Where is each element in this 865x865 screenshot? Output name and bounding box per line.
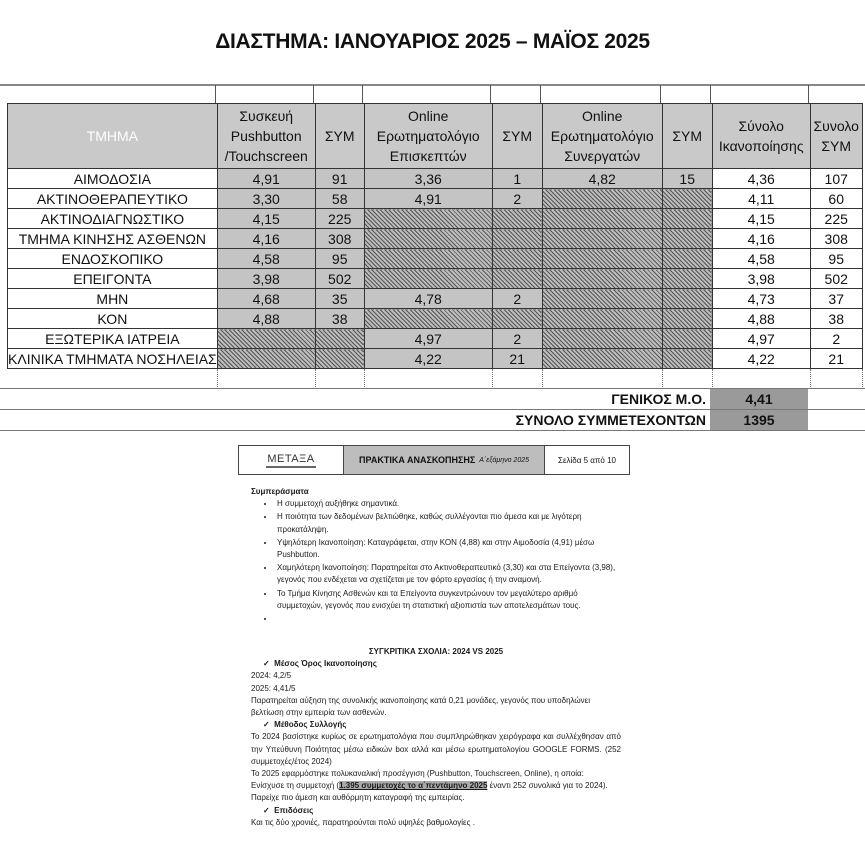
table-row — [8, 289, 863, 309]
visitors-sym — [492, 209, 542, 229]
table-row — [8, 209, 863, 229]
conclusion-bullet: • Η συμμετοχή αυξήθηκε σημαντικά. — [275, 498, 621, 510]
partners-sym — [662, 289, 712, 309]
partners-sym — [662, 209, 712, 229]
pushbutton-score — [217, 329, 315, 349]
mean-2025: 2025: 4,41/5 — [251, 683, 296, 693]
pushbutton-sym: 35 — [315, 289, 364, 309]
department-cell: ΤΜΗΜΑ ΚΙΝΗΣΗΣ ΑΣΘΕΝΩΝ — [8, 229, 218, 249]
column-guide — [215, 85, 216, 103]
pushbutton-score: 4,88 — [217, 309, 315, 329]
column-guide — [710, 85, 711, 103]
header-sym-pushbutton: ΣΥΜ — [315, 104, 364, 169]
pushbutton-sym — [315, 329, 364, 349]
partners-sym — [662, 229, 712, 249]
visitors-sym: 2 — [492, 189, 542, 209]
total-sym: 502 — [810, 269, 862, 289]
table-row — [8, 329, 863, 349]
document-title — [344, 446, 545, 474]
report-title: ΔΙΑΣΤΗΜΑ: ΙΑΝΟΥΑΡΙΟΣ 2025 – ΜΑΪΟΣ 2025 — [215, 30, 650, 53]
partners-score — [542, 249, 662, 269]
method-2025: Το 2025 εφαρμόστηκε πολυκαναλική προσέγγιση (Pushbutton, Touchscreen, Online), η οποία: — [251, 769, 584, 779]
conclusion-bullet: • Χαμηλότερη Ικανοποίηση: Παρατηρείται στο Ακτινοθεραπευτικό (3,30) και στα Επείγοντα (3,98), γεγονός που ενδέχεται να σχετίζεται με τον φόρτο εργασίας ή την αναμονή. — [275, 562, 621, 586]
partners-score — [542, 269, 662, 289]
total-participants-row — [0, 410, 865, 430]
reinforced-post: έναντι 252 συνολικά για το 2024). — [487, 781, 608, 791]
visitors-score — [364, 229, 492, 249]
partners-sym — [662, 269, 712, 289]
department-cell: ΕΞΩΤΕΡΙΚΑ ΙΑΤΡΕΙΑ — [8, 329, 218, 349]
company-logo — [239, 446, 344, 474]
mean-2024: 2024: 4,2/5 — [251, 671, 292, 681]
conclusions-list — [251, 498, 621, 625]
method-heading — [251, 719, 621, 731]
divider-line — [0, 84, 865, 86]
partners-score — [542, 209, 662, 229]
visitors-score — [364, 249, 492, 269]
partners-score — [542, 309, 662, 329]
partners-score — [542, 289, 662, 309]
general-mean-row — [0, 389, 865, 409]
partners-score — [542, 189, 662, 209]
partners-score: 4,82 — [542, 169, 662, 189]
header-sym-visitors: ΣΥΜ — [492, 104, 542, 169]
table-row — [8, 229, 863, 249]
pushbutton-score: 3,98 — [217, 269, 315, 289]
pushbutton-score — [217, 349, 315, 369]
conclusion-bullet: • Υψηλότερη Ικανοποίηση: Καταγράφεται, στην ΚΟΝ (4,88) και στην Αιμοδοσία (4,91) μέσω Pushbutton. — [275, 537, 621, 561]
total-sym: 38 — [810, 309, 862, 329]
performance-heading — [251, 805, 621, 817]
table-row — [8, 269, 863, 289]
total-sym: 308 — [810, 229, 862, 249]
reinforced-participation — [251, 780, 621, 792]
header-total-satisfaction: Σύνολο Ικανοποίησης — [712, 104, 810, 169]
empty-cell — [542, 369, 662, 390]
total-satisfaction: 4,73 — [712, 289, 810, 309]
partners-sym — [662, 309, 712, 329]
header-dept: ΤΜΗΜΑ — [8, 104, 218, 169]
total-sym: 225 — [810, 209, 862, 229]
department-cell: ΚΟΝ — [8, 309, 218, 329]
document-subtitle: Α΄εξάμηνο 2025 — [479, 456, 530, 464]
visitors-sym — [492, 269, 542, 289]
empty-cell — [492, 369, 542, 390]
visitors-sym: 1 — [492, 169, 542, 189]
empty-cell — [662, 369, 712, 390]
column-guide — [490, 85, 491, 103]
partners-sym — [662, 189, 712, 209]
total-sym: 37 — [810, 289, 862, 309]
logo-subtitle-bar — [266, 466, 316, 468]
document-title-text: ΠΡΑΚΤΙΚΑ ΑΝΑΣΚΟΠΗΣΗΣ — [358, 455, 476, 465]
empty-cell — [364, 369, 492, 390]
visitors-sym: 2 — [492, 289, 542, 309]
pushbutton-score: 4,68 — [217, 289, 315, 309]
table-row — [8, 249, 863, 269]
total-sym: 95 — [810, 249, 862, 269]
partners-score — [542, 229, 662, 249]
table-row — [8, 169, 863, 189]
visitors-sym: 21 — [492, 349, 542, 369]
department-cell: ΑΚΤΙΝΟΔΙΑΓΝΩΣΤΙΚΟ — [8, 209, 218, 229]
conclusion-bullet: • Το Τμήμα Κίνησης Ασθενών και τα Επείγοντα συγκεντρώνουν τον μεγαλύτερο αριθμό συμμετοχών, γεγονός που ενισχύει τη στατιστική αξιοπιστία των αποτελεσμάτων τους. — [275, 588, 621, 612]
pushbutton-score: 4,16 — [217, 229, 315, 249]
mean-text: Παρατηρείται αύξηση της συνολικής ικανοποίησης κατά 0,21 μονάδες, γεγονός που υποδηλώνει βελτίωση στην εμπειρία των ασθενών. — [251, 695, 590, 718]
partners-score — [542, 349, 662, 369]
reinforced-pre: Ενίσχυσε τη συμμετοχή ( — [251, 781, 340, 791]
department-cell: ΑΚΤΙΝΟΘΕΡΑΠΕΥΤΙΚΟ — [8, 189, 218, 209]
pushbutton-score: 3,30 — [217, 189, 315, 209]
total-sym: 60 — [810, 189, 862, 209]
check-icon: ✓ — [263, 805, 270, 815]
page-number: Σελίδα 5 από 10 — [558, 455, 616, 465]
method-2024: Το 2024 βασίστηκε κυρίως σε ερωτηματολόγια που συμπληρώθηκαν χειρόγραφα και συλλέχθησαν από την Υπεύθυνη Ποιότητας μέσω ειδικών box αλλά και μέσω ερωτηματολογίου GOOGLE FORMS. (252 συμμετοχές/έτος 2024) — [251, 732, 621, 766]
pushbutton-sym — [315, 349, 364, 369]
visitors-sym — [492, 309, 542, 329]
document-header — [238, 445, 630, 475]
provided-text: Παρείχε πιο άμεση και αυθόρμητη καταγραφή της εμπειρίας. — [251, 793, 465, 803]
divider-line — [0, 430, 865, 431]
empty-cell — [810, 369, 862, 390]
total-sym: 21 — [810, 349, 862, 369]
visitors-score — [364, 309, 492, 329]
partners-score — [542, 329, 662, 349]
total-satisfaction: 4,22 — [712, 349, 810, 369]
visitors-score: 3,36 — [364, 169, 492, 189]
total-satisfaction: 4,11 — [712, 189, 810, 209]
visitors-score — [364, 269, 492, 289]
conclusion-bullet: • Η ποιότητα των δεδομένων βελτιώθηκε, καθώς συλλέγονται πιο άμεσα και με λιγότερη προκατάληψη. — [275, 511, 621, 535]
total-satisfaction: 4,16 — [712, 229, 810, 249]
check-icon: ✓ — [263, 720, 270, 730]
mean-heading-text: Μέσος Όρος Ικανοποίησης — [274, 659, 377, 669]
pushbutton-score: 4,15 — [217, 209, 315, 229]
table-row — [8, 309, 863, 329]
department-cell: ΕΝΔΟΣΚΟΠΙΚΟ — [8, 249, 218, 269]
conclusions-section — [251, 486, 621, 626]
conclusions-heading: Συμπεράσματα — [251, 487, 309, 496]
column-guide — [313, 85, 314, 103]
partners-sym: 15 — [662, 169, 712, 189]
department-cell: ΜΗΝ — [8, 289, 218, 309]
partners-sym — [662, 249, 712, 269]
visitors-score: 4,97 — [364, 329, 492, 349]
pushbutton-sym: 308 — [315, 229, 364, 249]
visitors-score — [364, 209, 492, 229]
total-satisfaction: 3,98 — [712, 269, 810, 289]
pushbutton-sym: 95 — [315, 249, 364, 269]
pushbutton-score: 4,91 — [217, 169, 315, 189]
method-heading-text: Μέθοδος Συλλογής — [274, 720, 347, 730]
department-cell: ΑΙΜΟΔΟΣΙΑ — [8, 169, 218, 189]
visitors-sym: 2 — [492, 329, 542, 349]
conclusion-bullet — [275, 613, 621, 625]
empty-cell — [8, 369, 218, 390]
column-guide — [808, 85, 809, 103]
total-sym: 2 — [810, 329, 862, 349]
check-icon: ✓ — [263, 659, 270, 669]
logo-text: METAΞA — [267, 452, 315, 465]
general-mean-label: ΓΕΝΙΚΟΣ Μ.Ο. — [611, 391, 706, 407]
pushbutton-sym: 502 — [315, 269, 364, 289]
total-satisfaction: 4,15 — [712, 209, 810, 229]
department-cell: ΕΠΕΙΓΟΝΤΑ — [8, 269, 218, 289]
header-online-partners: Online Ερωτηματολόγιο Συνεργατών — [542, 104, 662, 169]
visitors-sym — [492, 229, 542, 249]
visitors-score: 4,22 — [364, 349, 492, 369]
comparison-section — [251, 646, 621, 829]
pushbutton-sym: 225 — [315, 209, 364, 229]
pushbutton-sym: 38 — [315, 309, 364, 329]
empty-cell — [315, 369, 364, 390]
total-satisfaction: 4,97 — [712, 329, 810, 349]
comparison-heading: ΣΥΓΚΡΙΤΙΚΑ ΣΧΟΛΙΑ: 2024 VS 2025 — [368, 647, 504, 656]
header-online-visitors: Online Ερωτηματολόγιο Επισκεπτών — [364, 104, 492, 169]
mean-heading — [251, 658, 621, 670]
pushbutton-sym: 58 — [315, 189, 364, 209]
total-satisfaction: 4,58 — [712, 249, 810, 269]
column-guide — [540, 85, 541, 103]
performance-text: Και τις δύο χρονιές, παρατηρούνται πολύ υψηλές βαθμολογίες . — [251, 817, 475, 827]
total-satisfaction: 4,88 — [712, 309, 810, 329]
partners-sym — [662, 349, 712, 369]
pushbutton-sym: 91 — [315, 169, 364, 189]
header-sym-partners: ΣΥΜ — [662, 104, 712, 169]
visitors-score: 4,78 — [364, 289, 492, 309]
total-participants-label: ΣΥΝΟΛΟ ΣΥΜΜΕΤΕΧΟΝΤΩΝ — [515, 412, 706, 428]
general-mean-value: 4,41 — [710, 389, 808, 409]
header-pushbutton: Συσκευή Pushbutton /Touchscreen — [217, 104, 315, 169]
table-row-empty — [8, 369, 863, 390]
visitors-sym — [492, 249, 542, 269]
empty-cell — [712, 369, 810, 390]
department-cell: ΚΛΙΝΙΚΑ ΤΜΗΜΑΤΑ ΝΟΣΗΛΕΙΑΣ — [8, 350, 217, 367]
table-header-row — [8, 104, 863, 169]
header-total-sym: Συνολο ΣΥΜ — [810, 104, 862, 169]
table-row — [8, 349, 863, 369]
performance-heading-text: Επιδόσεις — [274, 805, 314, 815]
highlighted-participation: 1.395 συμμετοχές το α΄πεντάμηνο 2025 — [339, 781, 488, 791]
column-guide — [362, 85, 363, 103]
partners-sym — [662, 329, 712, 349]
pushbutton-score: 4,58 — [217, 249, 315, 269]
total-sym: 107 — [810, 169, 862, 189]
visitors-score: 4,91 — [364, 189, 492, 209]
total-participants-value: 1395 — [710, 410, 808, 430]
total-satisfaction: 4,36 — [712, 169, 810, 189]
satisfaction-table — [7, 103, 863, 389]
table-row — [8, 189, 863, 209]
column-guide — [660, 85, 661, 103]
empty-cell — [217, 369, 315, 390]
